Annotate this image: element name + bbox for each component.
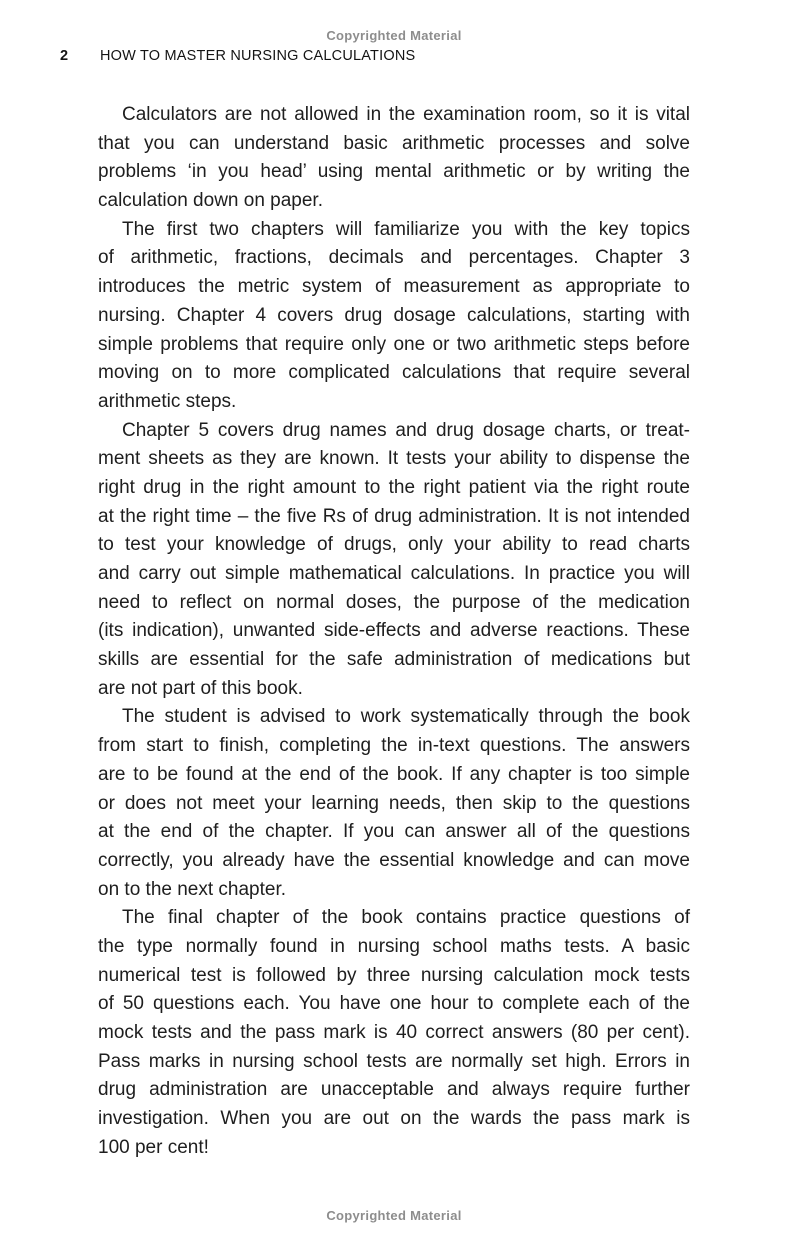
text-line: nursing. Chapter 4 covers drug dosage calculations, starting with	[98, 304, 690, 326]
text-line: numerical test is followed by three nursing calculation mock tests	[98, 964, 690, 986]
text-line: drug administration are unacceptable and always require further	[98, 1079, 690, 1101]
text-line: right drug in the right amount to the right patient via the right route	[98, 476, 690, 498]
text-line: problems ‘in you head’ using mental arithmetic or by writing the	[98, 161, 690, 183]
paragraph	[98, 101, 690, 216]
text-line: the type normally found in nursing school maths tests. A basic	[98, 935, 690, 957]
text-line: that you can understand basic arithmetic processes and solve	[98, 132, 690, 154]
page-number: 2	[60, 48, 69, 64]
text-line: The final chapter of the book contains practice questions of	[122, 907, 690, 929]
running-title: HOW TO MASTER NURSING CALCULATIONS	[100, 48, 416, 64]
text-line: from start to finish, completing the in-text questions. The answers	[98, 735, 690, 757]
copyright-notice-bottom: Copyrighted Material	[326, 1208, 462, 1223]
text-line: on to the next chapter.	[98, 878, 287, 900]
text-line: calculation down on paper.	[98, 190, 323, 212]
text-line: need to reflect on normal doses, the purpose of the medication	[98, 591, 690, 613]
text-line: at the end of the chapter. If you can answer all of the questions	[98, 821, 690, 843]
text-line: ment sheets as they are known. It tests your ability to dispense the	[98, 448, 690, 470]
text-line: of arithmetic, fractions, decimals and percentages. Chapter 3	[98, 247, 690, 269]
text-line: skills are essential for the safe administration of medications but	[98, 649, 690, 671]
text-line: of 50 questions each. You have one hour to complete each of the	[98, 993, 690, 1015]
text-line: simple problems that require only one or two arithmetic steps before	[98, 333, 690, 355]
text-line: at the right time – the five Rs of drug administration. It is not intended	[98, 505, 690, 527]
text-line: mock tests and the pass mark is 40 correct answers (80 per cent).	[98, 1022, 690, 1043]
text-line: correctly, you already have the essential knowledge and can move	[98, 849, 690, 871]
text-line: The first two chapters will familiarize you with the key topics	[122, 218, 690, 240]
running-header	[60, 48, 415, 64]
text-line: Calculators are not allowed in the examination room, so it is vital	[122, 104, 690, 125]
text-line: are to be found at the end of the book. If any chapter is too simple	[98, 763, 690, 785]
text-line: 100 per cent!	[98, 1136, 209, 1158]
text-line: moving on to more complicated calculations that require several	[98, 362, 690, 384]
paragraph	[98, 904, 690, 1162]
text-line: introduces the metric system of measurement as appropriate to	[98, 276, 690, 298]
text-line: Pass marks in nursing school tests are normally set high. Errors in	[98, 1050, 690, 1072]
text-line: Chapter 5 covers drug names and drug dosage charts, or treat-	[122, 419, 690, 441]
text-line: are not part of this book.	[98, 677, 303, 699]
copyright-notice-top: Copyrighted Material	[326, 28, 462, 43]
text-line: investigation. When you are out on the wards the pass mark is	[98, 1108, 690, 1130]
page-body	[98, 101, 690, 1162]
text-line: or does not meet your learning needs, then skip to the questions	[98, 792, 690, 814]
paragraph	[98, 703, 690, 904]
text-line: and carry out simple mathematical calculations. In practice you will	[98, 563, 690, 584]
text-line: (its indication), unwanted side-effects and adverse reactions. These	[98, 620, 690, 642]
text-line: to test your knowledge of drugs, only your ability to read charts	[98, 534, 690, 556]
paragraph	[98, 216, 690, 417]
text-line: arithmetic steps.	[98, 390, 237, 412]
paragraph	[98, 417, 690, 704]
text-line: The student is advised to work systematically through the book	[122, 706, 690, 728]
